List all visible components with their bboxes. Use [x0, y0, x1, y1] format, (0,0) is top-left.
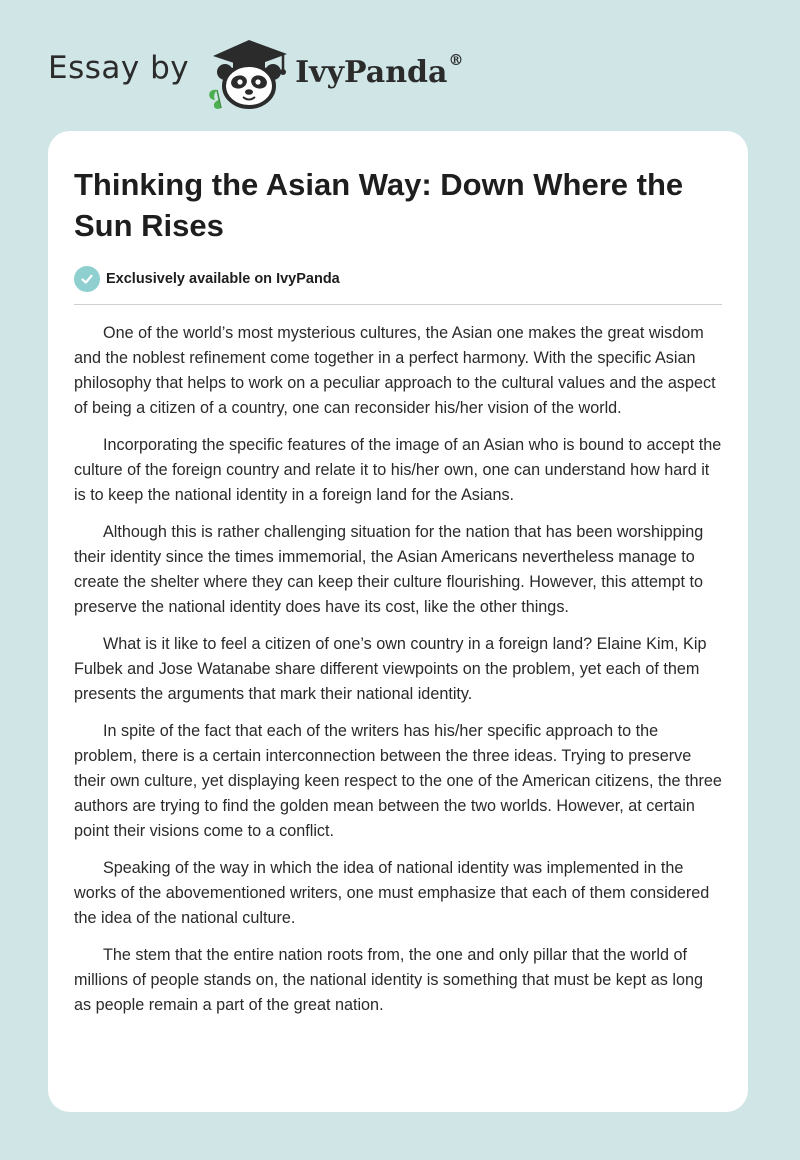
brand-name: IvyPanda® [295, 50, 464, 90]
exclusive-badge-label: Exclusively available on IvyPanda [106, 271, 340, 287]
title-divider [74, 304, 722, 305]
essay-body [74, 321, 722, 1018]
essay-paragraph: What is it like to feel a citizen of one’s own country in a foreign land? Elaine Kim, Kip Fulbek and Jose Watanabe share different viewpoints on the problem, yet each of them presents the arguments that mark their national identity. [74, 635, 707, 703]
exclusive-badge [74, 265, 722, 293]
essay-paragraph: Incorporating the specific features of the image of an Asian who is bound to accept the culture of the foreign country and relate it to his/her own, one can understand how hard it is to keep the national identity in a foreign land for the Asians. [74, 436, 722, 504]
essay-paragraph: The stem that the entire nation roots from, the one and only pillar that the world of millions of people stands on, the national identity is something that must be kept as long as people remain a part of the great nation. [74, 946, 703, 1014]
essay-paragraph: Speaking of the way in which the idea of national identity was implemented in the works of the abovementioned writers, one must emphasize that each of them considered the idea of the national culture. [74, 859, 710, 927]
essay-card [48, 131, 748, 1112]
brand-header [48, 34, 463, 110]
registered-mark: ® [448, 50, 464, 69]
essay-paragraph: Although this is rather challenging situation for the nation that has been worshipping their identity since the times immemorial, the Asian Americans nevertheless manage to create the shelter where they can keep their culture flourishing. However, this attempt to preserve the national identity does have its cost, like the other things. [74, 523, 704, 616]
essay-paragraph: In spite of the fact that each of the writers has his/her specific approach to the problem, there is a certain interconnection between the three ideas. Trying to preserve their own culture, yet displaying keen respect to the one of the American citizens, the three authors are trying to find the golden mean between the two worlds. However, at certain point their visions come to a conflict. [74, 722, 722, 840]
essay-paragraph: One of the world’s most mysterious cultures, the Asian one makes the great wisdom and the noblest refinement come together in a perfect harmony. With the specific Asian philosophy that helps to work on a peculiar approach to the cultural values and the aspect of being a citizen of a country, one can reconsider his/her vision of the world. [74, 324, 716, 417]
essay-title: Thinking the Asian Way: Down Where the Sun Rises [74, 167, 684, 243]
brand-prefix: Essay by [48, 50, 190, 86]
checkmark-icon [74, 266, 100, 292]
ivypanda-logo-icon[interactable] [203, 34, 293, 110]
